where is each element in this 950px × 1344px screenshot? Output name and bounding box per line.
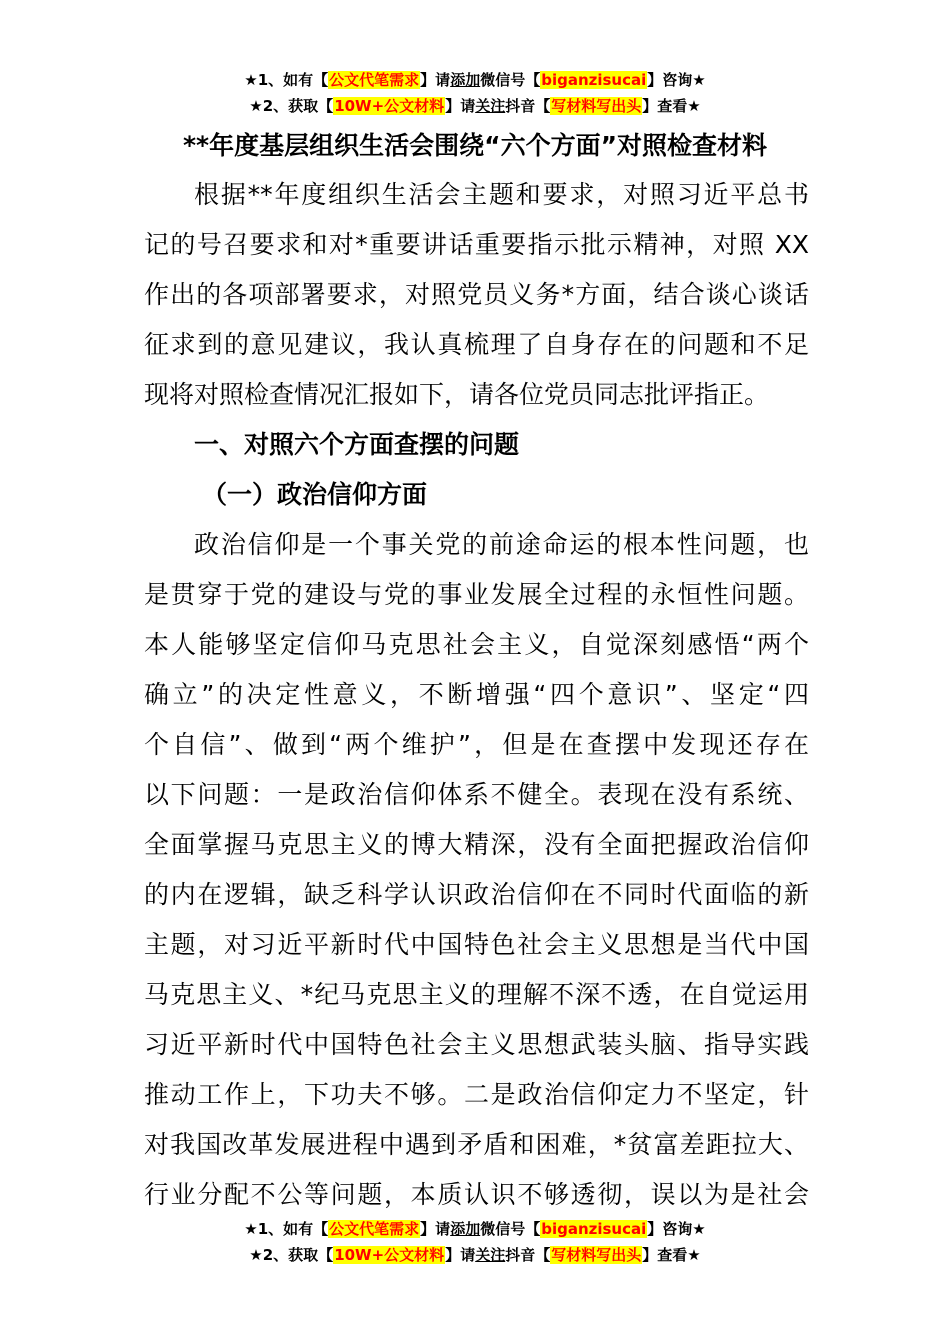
paragraph-line: 主题，对习近平新时代中国特色社会主义思想是当代中国	[144, 930, 809, 959]
paragraph-line: 以下问题：一是政治信仰体系不健全。表现在没有系统、	[144, 780, 809, 809]
document-title: **年度基层组织生活会围绕“六个方面”对照检查材料	[182, 131, 767, 160]
paragraph-line: 的内在逻辑，缺乏科学认识政治信仰在不同时代面临的新	[144, 880, 809, 909]
paragraph-line: 推动工作上，下功夫不够。二是政治信仰定力不坚定，针	[144, 1080, 809, 1109]
paragraph-line: 习近平新时代中国特色社会主义思想武装头脑、指导实践	[144, 1030, 809, 1059]
highlight-materials: 10W+公文材料	[334, 97, 445, 115]
paragraph-line: 确立”的决定性意义，不断增强“四个意识”、坚定“四	[144, 680, 809, 709]
promo-line-1: ★1、如有【公文代笔需求】请添加微信号【biganzisucai】咨询★	[244, 71, 706, 89]
paragraph-line: 是贯穿于党的建设与党的事业发展全过程的永恒性问题。	[144, 580, 809, 609]
intro-line: 征求到的意见建议，我认真梳理了自身存在的问题和不足	[144, 330, 809, 359]
paragraph-line: 本人能够坚定信仰马克思社会主义，自觉深刻感悟“两个	[144, 630, 809, 659]
highlight-service: 公文代笔需求	[329, 1220, 420, 1238]
paragraph-line: 全面掌握马克思主义的博大精深，没有全面把握政治信仰	[144, 830, 809, 859]
highlight-wechat-id: biganzisucai	[541, 1220, 647, 1238]
promo-banner-top	[0, 67, 950, 119]
highlight-materials: 10W+公文材料	[334, 1246, 445, 1264]
highlight-douyin-id: 写材料写出头	[551, 1246, 642, 1264]
promo-line-1: ★1、如有【公文代笔需求】请添加微信号【biganzisucai】咨询★	[244, 1220, 706, 1238]
document-body	[144, 170, 809, 1220]
highlight-wechat-id: biganzisucai	[541, 71, 647, 89]
paragraph-line: 行业分配不公等问题，本质认识不够透彻，误以为是社会	[144, 1180, 809, 1209]
highlight-service: 公文代笔需求	[329, 71, 420, 89]
section-heading: 一、对照六个方面查摆的问题	[194, 430, 520, 459]
paragraph-line: 个自信”、做到“两个维护”，但是在查摆中发现还存在	[144, 730, 809, 759]
promo-banner-bottom	[0, 1216, 950, 1268]
paragraph-line: 对我国改革发展进程中遇到矛盾和困难，*贫富差距拉大、	[144, 1130, 809, 1159]
paragraph-line: 马克思主义、*纪马克思主义的理解不深不透，在自觉运用	[144, 980, 809, 1009]
intro-line: 作出的各项部署要求，对照党员义务*方面，结合谈心谈话	[144, 280, 809, 309]
highlight-douyin-id: 写材料写出头	[551, 97, 642, 115]
promo-line-2: ★2、获取【10W+公文材料】请关注抖音【写材料写出头】查看★	[249, 97, 701, 115]
subsection-heading: （一）政治信仰方面	[202, 480, 428, 509]
intro-line: 记的号召要求和对*重要讲话重要指示批示精神，对照 XX	[144, 230, 809, 259]
intro-line: 根据**年度组织生活会主题和要求，对照习近平总书	[194, 180, 809, 209]
paragraph-line: 政治信仰是一个事关党的前途命运的根本性问题，也	[194, 530, 809, 559]
promo-line-2: ★2、获取【10W+公文材料】请关注抖音【写材料写出头】查看★	[249, 1246, 701, 1264]
intro-line: 现将对照检查情况汇报如下，请各位党员同志批评指正。	[144, 380, 770, 409]
